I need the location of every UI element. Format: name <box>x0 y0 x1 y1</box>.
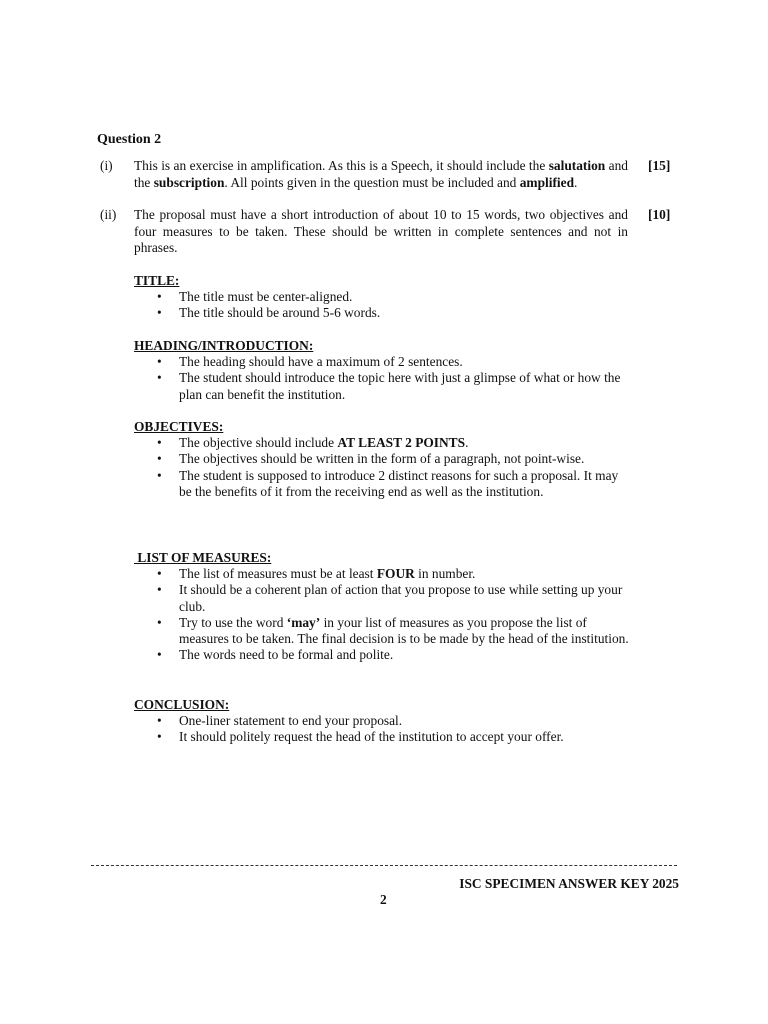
footer-divider <box>91 865 677 866</box>
item-number: (ii) <box>100 207 117 222</box>
text-run: This is an exercise in amplification. As this is a Speech, it should include the <box>134 158 549 173</box>
text-run: in your list of measures as you propose the list of measures to be taken. The final decision is to be made by the head of the institution. <box>179 614 629 647</box>
item-text <box>134 158 628 191</box>
text-run: . <box>465 435 469 450</box>
bullet-item <box>179 729 634 745</box>
bullet-list <box>134 713 634 746</box>
text-run: The objective should include <box>179 435 338 450</box>
text-run: One-liner statement to end your proposal. <box>179 713 403 728</box>
section-list-of-measures <box>134 549 634 664</box>
section-heading: HEADING/INTRODUCTION: <box>134 338 314 353</box>
text-run: It should politely request the head of the institution to accept your offer. <box>179 729 564 745</box>
marks-badge: [10] <box>648 207 671 222</box>
text-run: The words need to be formal and polite. <box>179 647 394 663</box>
text-run: and the <box>134 158 628 190</box>
bullet-list <box>134 435 634 500</box>
bold-text: amplified <box>519 174 575 190</box>
text-run: in number. <box>414 566 476 581</box>
text-run: The title should be around 5-6 words. <box>179 305 381 321</box>
section-heading: TITLE: <box>134 273 180 288</box>
section-heading: LIST OF MEASURES: <box>134 550 272 565</box>
text-run: It should be a coherent plan of action that you propose to use while setting up your club. <box>179 582 623 614</box>
text-run: The student should introduce the topic here with just a glimpse of what or how the plan can benefit the institution. <box>179 370 621 402</box>
bullet-item <box>179 615 634 648</box>
bullet-item <box>179 647 634 663</box>
section-heading: CONCLUSION: <box>134 697 230 712</box>
text-run: The objectives should be written in the form of a paragraph, not point-wise. <box>179 451 585 467</box>
bullet-item <box>179 305 634 321</box>
bullet-item <box>179 435 634 451</box>
section-heading-introduction <box>134 337 634 403</box>
bold-text: FOUR <box>376 566 415 581</box>
text-run: Try to use the word <box>179 614 287 630</box>
text-run: The student is supposed to introduce 2 distinct reasons for such a proposal. It may be the benefits of it from the receiving end as well as the institution. <box>179 467 619 499</box>
marks-badge: [15] <box>648 158 671 173</box>
bold-text: ‘may’ <box>286 614 321 630</box>
footer-title: ISC SPECIMEN ANSWER KEY 2025 <box>459 876 679 891</box>
bullet-list <box>134 566 634 664</box>
bullet-item <box>179 451 634 467</box>
page-number: 2 <box>380 892 387 907</box>
text-run: The proposal must have a short introduction of about 10 to 15 words, two objectives and four measures to be taken. These should be written in complete sentences and not in phrases. <box>134 207 628 255</box>
bullet-item <box>179 289 634 305</box>
text-run: The title must be center-aligned. <box>179 289 353 304</box>
bold-text: subscription <box>153 174 225 190</box>
section-title <box>134 272 634 322</box>
bullet-item <box>179 354 634 370</box>
bullet-item <box>179 566 634 582</box>
bullet-item <box>179 713 634 729</box>
section-objectives <box>134 418 634 500</box>
bullet-list <box>134 289 634 322</box>
bullet-item <box>179 582 634 615</box>
bold-text: salutation <box>548 158 606 173</box>
item-number: (i) <box>100 158 113 173</box>
text-run: The list of measures must be at least <box>179 566 377 581</box>
text-run: . <box>574 174 578 190</box>
bullet-item <box>179 468 634 501</box>
bullet-item <box>179 370 634 403</box>
item-text <box>134 207 628 257</box>
question-title: Question 2 <box>97 132 162 147</box>
section-conclusion <box>134 696 634 746</box>
section-heading: OBJECTIVES: <box>134 419 224 434</box>
text-run: The heading should have a maximum of 2 sentences. <box>179 354 463 369</box>
text-run: . All points given in the question must be included and <box>224 174 520 190</box>
bullet-list <box>134 354 634 403</box>
bold-text: AT LEAST 2 POINTS <box>337 435 466 450</box>
